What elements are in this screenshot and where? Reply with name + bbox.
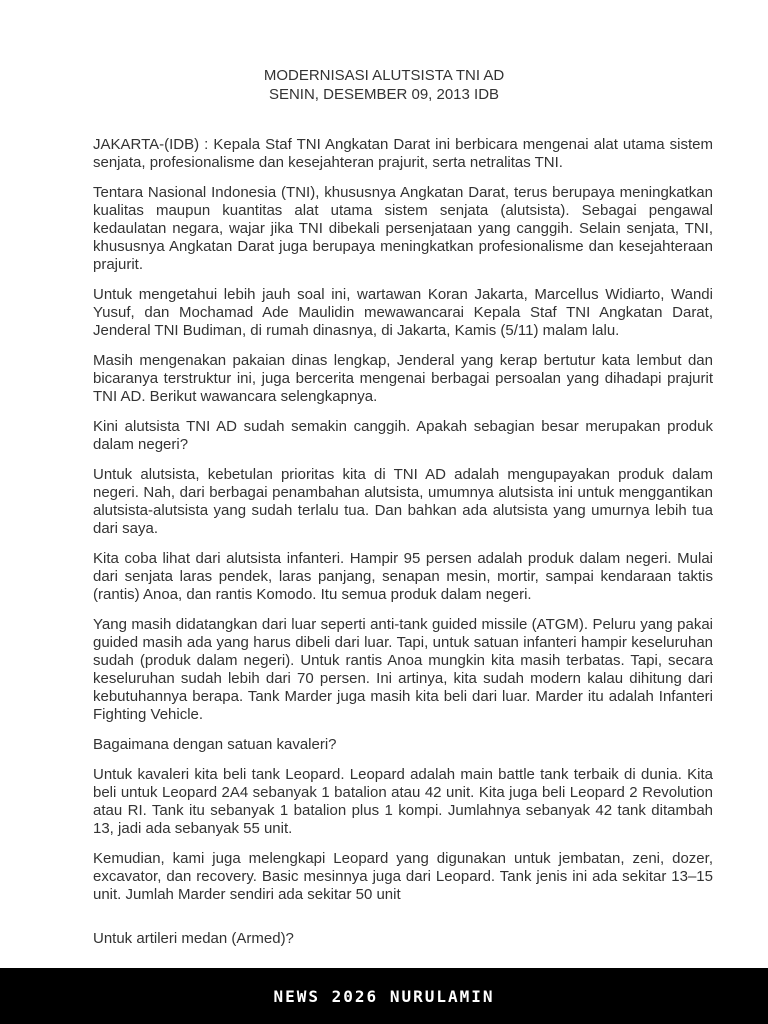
intro-paragraph: Masih mengenakan pakaian dinas lengkap, Jenderal yang kerap bertutur kata lembut dan bicaranya terstruktur ini, juga bercerita mengenai berbagai persoalan yang dihadapi prajurit TNI AD. Berikut wawancara selengkapnya.	[93, 352, 713, 405]
interview-question: Kini alutsista TNI AD sudah semakin canggih. Apakah sebagian besar merupakan produk dalam negeri?	[93, 418, 713, 453]
document-date-line: SENIN, DESEMBER 09, 2013 IDB	[268, 86, 500, 103]
answer-paragraph: Kemudian, kami juga melengkapi Leopard yang digunakan untuk jembatan, zeni, dozer, excavator, dan recovery. Basic mesinnya juga dari Leopard. Tank jenis ini ada sekitar 13–15 unit. Jumlah Marder sendiri ada sekitar 50 unit	[93, 850, 713, 903]
footer-banner	[0, 968, 768, 1024]
intro-paragraph: Untuk mengetahui lebih jauh soal ini, wartawan Koran Jakarta, Marcellus Widiarto, Wandi Yusuf, dan Mochamad Ade Maulidin mewawancarai Kepala Staf TNI Angkatan Darat, Jenderal TNI Budiman, di rumah dinasnya, di Jakarta, Kamis (5/11) malam lalu.	[93, 286, 713, 339]
interview-question: Untuk artileri medan (Armed)?	[93, 930, 294, 947]
footer-banner-text: NEWS 2026 NURULAMIN	[273, 986, 495, 1006]
document-title	[0, 0, 768, 104]
answer-paragraph: Yang masih didatangkan dari luar seperti anti-tank guided missile (ATGM). Peluru yang pakai guided masih ada yang harus dibeli dari luar. Tapi, untuk satuan infanteri hampir keseluruhan sudah (produk dalam negeri). Untuk rantis Anoa mungkin kita masih terbatas. Tapi, secara keseluruhan sudah lebih dari 70 persen. Ini artinya, kita sudah modern kalau dihitung dari kebutuhannya berapa. Tank Marder juga masih kita beli dari luar. Marder itu adalah Infanteri Fighting Vehicle.	[93, 616, 713, 723]
article-body	[93, 136, 713, 948]
answer-paragraph: Untuk alutsista, kebetulan prioritas kita di TNI AD adalah mengupayakan produk dalam negeri. Nah, dari berbagai penambahan alutsista, umumnya alutsista ini untuk menggantikan alutsista-alutsista yang sudah terlalu tua. Dan bahkan ada alutsista yang umurnya lebih tua dari saya.	[93, 466, 713, 537]
lead-paragraph: JAKARTA-(IDB) : Kepala Staf TNI Angkatan Darat ini berbicara mengenai alat utama sistem senjata, profesionalisme dan kesejahteran prajurit, serta netralitas TNI.	[93, 136, 713, 171]
interview-question: Bagaimana dengan satuan kavaleri?	[93, 736, 337, 753]
answer-paragraph: Kita coba lihat dari alutsista infanteri. Hampir 95 persen adalah produk dalam negeri. Mulai dari senjata laras pendek, laras panjang, senapan mesin, mortir, sampai kendaraan taktis (rantis) Anoa, dan rantis Komodo. Itu semua produk dalam negeri.	[93, 550, 713, 603]
intro-paragraph: Tentara Nasional Indonesia (TNI), khususnya Angkatan Darat, terus berupaya meningkatkan kualitas maupun kuantitas alat utama sistem senjata (alutsista). Sebagai pengawal kedaulatan negara, wajar jika TNI dibekali persenjataan yang canggih. Selain senjata, TNI, khususnya Angkatan Darat juga berupaya meningkatkan profesionalisme dan kesejahteraan prajurit.	[93, 184, 713, 273]
document-title-line1: MODERNISASI ALUTSISTA TNI AD	[263, 67, 505, 84]
answer-paragraph: Untuk kavaleri kita beli tank Leopard. Leopard adalah main battle tank terbaik di dunia. Kita beli untuk Leopard 2A4 sebanyak 1 batalion atau 42 unit. Kita juga beli Leopard 2 Revolution atau RI. Tank itu sebanyak 1 batalion plus 1 kompi. Jumlahnya sebanyak 42 tank ditambah 13, jadi ada sebanyak 55 unit.	[93, 766, 713, 837]
